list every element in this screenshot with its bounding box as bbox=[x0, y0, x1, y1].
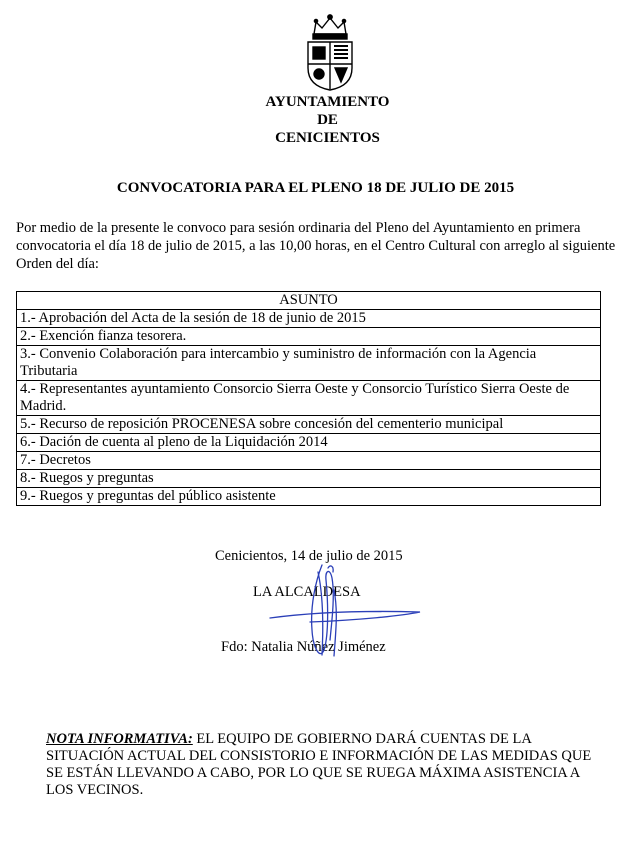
signer-role: LA ALCALDESA bbox=[253, 584, 361, 600]
place-date: Cenicientos, 14 de julio de 2015 bbox=[215, 548, 403, 564]
agenda-header-row bbox=[17, 292, 601, 310]
agenda-item: 2.- Exención fianza tesorera. bbox=[17, 328, 601, 346]
agenda-header-cell: ASUNTO bbox=[17, 292, 601, 310]
document-title: CONVOCATORIA PARA EL PLENO 18 DE JULIO DE 2015 bbox=[116, 180, 515, 196]
signer-name: Fdo: Natalia Núñez Jiménez bbox=[221, 639, 386, 655]
note-text: EL EQUIPO DE GOBIERNO DARÁ CUENTAS DE LA SITUACIÓN ACTUAL DEL CONSISTORIO E INFORMACIÓN DE LAS MEDIDAS QUE SE ESTÁN LLEVANDO A CABO, POR LO QUE SE RUEGA MÁXIMA ASISTENCIA A LOS VECINOS. bbox=[46, 731, 592, 798]
table-row bbox=[17, 470, 601, 488]
agenda-item: 8.- Ruegos y preguntas bbox=[17, 470, 601, 488]
handwritten-signature-icon bbox=[250, 560, 430, 670]
agenda-item: 7.- Decretos bbox=[17, 452, 601, 470]
coat-of-arms-icon bbox=[300, 12, 360, 92]
agenda-item: 4.- Representantes ayuntamiento Consorcio Sierra Oeste y Consorcio Turístico Sierra Oeste de Madrid. bbox=[17, 381, 601, 416]
informative-note bbox=[46, 731, 606, 799]
agenda-item: 1.- Aprobación del Acta de la sesión de 18 de junio de 2015 bbox=[17, 310, 601, 328]
header-line-cenicientos: CENICIENTOS bbox=[275, 130, 380, 146]
note-label: NOTA INFORMATIVA: bbox=[46, 731, 193, 747]
table-row bbox=[17, 488, 601, 506]
header-line-ayuntamiento: AYUNTAMIENTO bbox=[265, 94, 390, 110]
agenda-item: 3.- Convenio Colaboración para intercambio y suministro de información con la Agencia Tributaria bbox=[17, 346, 601, 381]
table-row bbox=[17, 310, 601, 328]
agenda-item: 5.- Recurso de reposición PROCENESA sobre concesión del cementerio municipal bbox=[17, 416, 601, 434]
table-row bbox=[17, 346, 601, 381]
header-line-de: DE bbox=[317, 112, 338, 128]
table-row bbox=[17, 416, 601, 434]
table-row bbox=[17, 434, 601, 452]
table-row bbox=[17, 452, 601, 470]
agenda-item: 6.- Dación de cuenta al pleno de la Liquidación 2014 bbox=[17, 434, 601, 452]
table-row bbox=[17, 328, 601, 346]
intro-paragraph: Por medio de la presente le convoco para sesión ordinaria del Pleno del Ayuntamiento en primera convocatoria el día 18 de julio de 2015, a las 10,00 horas, en el Centro Cultural con arreglo al siguiente Orden del día: bbox=[16, 220, 616, 272]
table-row bbox=[17, 381, 601, 416]
agenda-item: 9.- Ruegos y preguntas del público asistente bbox=[17, 488, 601, 506]
agenda-table bbox=[16, 291, 601, 506]
